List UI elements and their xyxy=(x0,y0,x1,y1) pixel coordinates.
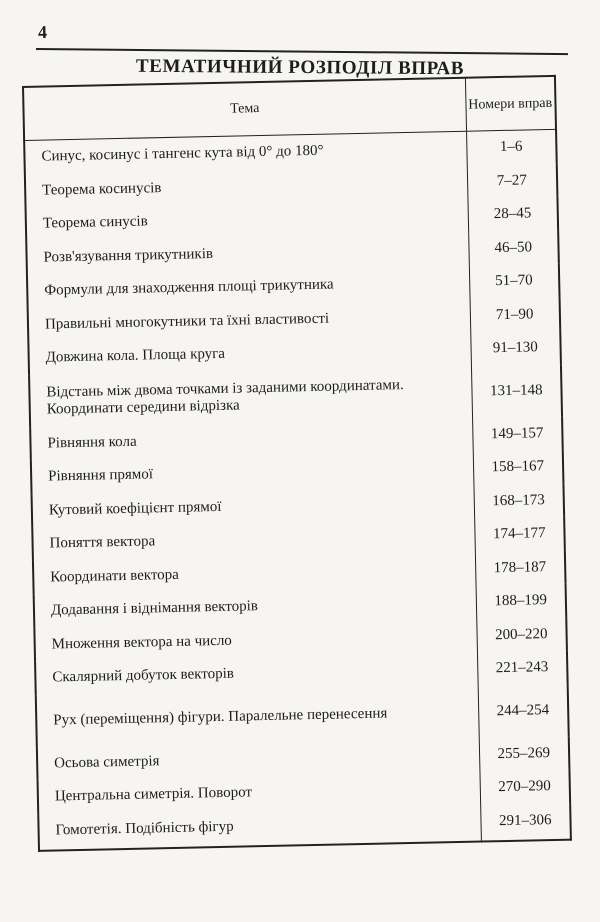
exercise-range-cell: 158–167 xyxy=(473,450,564,485)
page-title: ТЕМАТИЧНИЙ РОЗПОДІЛ ВПРАВ xyxy=(135,55,465,80)
exercise-range-cell: 131–148 xyxy=(471,364,562,418)
exercise-range-cell: 178–187 xyxy=(475,550,566,585)
exercise-distribution-table xyxy=(22,75,572,852)
topic-cell: Множення вектора на число xyxy=(34,619,477,662)
topic-cell: Скалярний добуток векторів xyxy=(35,653,478,696)
exercise-range-cell: 51–70 xyxy=(469,264,560,299)
exercise-range-cell: 188–199 xyxy=(476,584,567,619)
exercise-range-cell: 174–177 xyxy=(474,517,565,552)
topic-cell: Правильні многокутники та їхні властивості xyxy=(28,299,471,342)
page-number: 4 xyxy=(37,21,48,43)
exercise-range-cell: 291–306 xyxy=(480,803,571,841)
topic-cell: Формули для знаходження площі трикутника xyxy=(27,266,470,309)
topic-cell: Розв'язування трикутників xyxy=(26,232,469,275)
exercise-range-cell: 28–45 xyxy=(467,197,558,232)
exercise-range-cell: 1–6 xyxy=(466,129,557,165)
exercise-distribution-table-wrapper xyxy=(22,75,570,852)
topic-cell: Координати вектора xyxy=(33,552,476,595)
topic-cell: Гомотетія. Подібність фігур xyxy=(38,805,481,851)
numbers-column-header: Номери вправ xyxy=(465,76,556,131)
exercise-range-cell: 200–220 xyxy=(476,617,567,652)
exercise-range-cell: 71–90 xyxy=(470,297,561,332)
exercise-range-cell: 244–254 xyxy=(478,684,569,738)
topic-cell: Осьова симетрія xyxy=(37,738,480,781)
exercise-range-cell: 46–50 xyxy=(468,230,559,265)
exercise-range-cell: 91–130 xyxy=(470,331,561,366)
header-rule xyxy=(36,48,568,55)
topic-cell: Поняття вектора xyxy=(32,519,475,562)
exercise-range-cell: 7–27 xyxy=(467,163,558,198)
topic-cell: Центральна симетрія. Поворот xyxy=(38,772,481,815)
topic-cell: Довжина кола. Площа круга xyxy=(28,333,471,376)
topic-cell: Рівняння кола xyxy=(30,418,473,461)
topic-cell: Додавання і віднімання векторів xyxy=(34,586,477,629)
topic-cell: Синус, косинус і тангенс кута від 0° до 180° xyxy=(24,131,467,174)
topic-cell: Теорема косинусів xyxy=(25,165,468,208)
topic-cell: Рівняння прямої xyxy=(31,452,474,495)
table-body xyxy=(24,129,571,850)
topic-cell: Рух (переміщення) фігури. Паралельне перенесення xyxy=(36,686,479,747)
exercise-range-cell: 270–290 xyxy=(479,770,570,805)
exercise-range-cell: 149–157 xyxy=(472,416,563,451)
topic-cell: Відстань між двома точками із заданими координатами. Координати середини відрізка xyxy=(29,366,472,427)
exercise-range-cell: 168–173 xyxy=(473,483,564,518)
exercise-range-cell: 221–243 xyxy=(477,651,568,686)
topic-cell: Кутовий коефіцієнт прямої xyxy=(32,485,475,528)
topic-column-header: Тема xyxy=(23,78,466,141)
exercise-range-cell: 255–269 xyxy=(479,736,570,771)
topic-cell: Теорема синусів xyxy=(26,199,469,242)
